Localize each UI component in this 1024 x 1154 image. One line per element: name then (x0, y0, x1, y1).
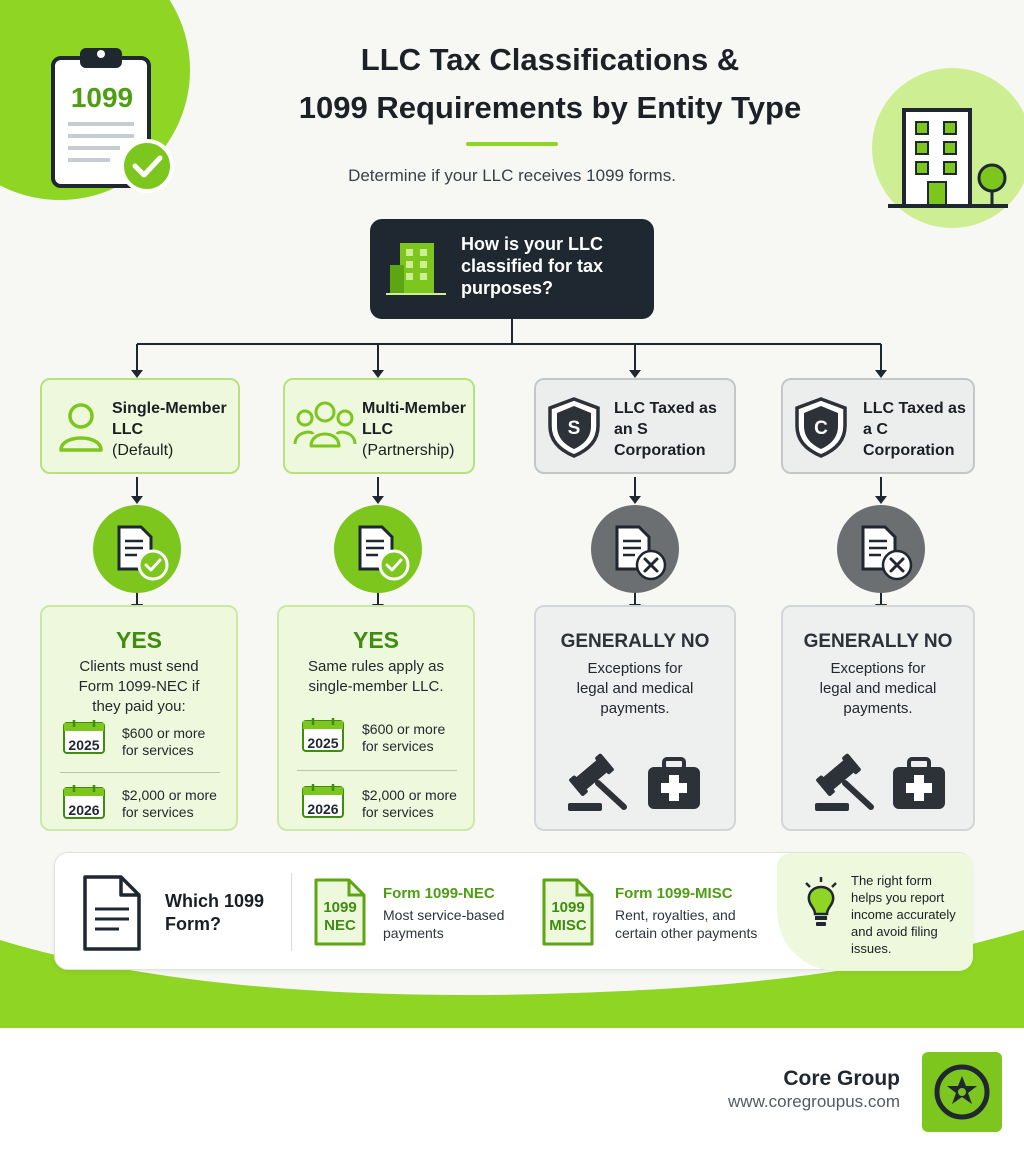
result-description-line-1: Exceptions for (830, 660, 926, 677)
brand-url[interactable]: www.coregroupus.com (728, 1092, 900, 1111)
status-circle-no (591, 505, 679, 593)
threshold-amount: $600 or more (122, 725, 206, 741)
shield-badge-letter: S (567, 418, 581, 439)
form-icon-type: NEC (324, 917, 356, 934)
category-label (614, 398, 717, 461)
threshold-scope: for services (122, 804, 194, 820)
category-llc-s-corporation (534, 378, 736, 474)
which-form-line-2: Form? (165, 914, 221, 934)
tip-line: issues. (851, 941, 892, 956)
gavel-icon (566, 753, 630, 813)
page-title-line-1: LLC Tax Classifications & (360, 42, 740, 77)
tip-line: The right form (851, 873, 932, 888)
document-check-icon (334, 505, 422, 593)
category-subtitle: Corporation (614, 442, 706, 459)
core-group-logo (922, 1052, 1002, 1132)
classification-question-box (370, 219, 654, 319)
divider (291, 873, 292, 951)
category-subtitle: (Default) (112, 442, 174, 459)
status-circle-yes (334, 505, 422, 593)
which-form-line-1: Which 1099 (165, 891, 265, 911)
category-label (112, 398, 227, 461)
document-x-icon (591, 505, 679, 593)
category-single-member-llc (40, 378, 240, 474)
result-description-line-3: payments. (600, 700, 670, 717)
question-line-2: classified for tax (461, 256, 604, 276)
document-icon (81, 873, 143, 953)
threshold-text (122, 725, 205, 759)
category-name-line-1: Single-Member (112, 400, 227, 417)
clipboard-1099-label: 1099 (70, 82, 134, 113)
threshold-scope: for services (122, 742, 194, 758)
category-name-line-2: a C (863, 421, 888, 438)
brand-logo-icon (922, 1052, 1002, 1132)
result-description-line-1: Same rules apply as (308, 658, 444, 675)
calendar-year: 2026 (307, 801, 339, 817)
category-subtitle: Corporation (863, 442, 955, 459)
question-line-1: How is your LLC (461, 234, 604, 254)
shield-c-icon (793, 396, 849, 458)
threshold-amount: $2,000 or more (122, 787, 217, 803)
result-card-multi-member (277, 605, 475, 831)
form-1099-misc-info (615, 885, 757, 942)
category-name-line-2: an S (614, 421, 648, 438)
document-x-icon (837, 505, 925, 593)
result-description-line-1: Clients must send (79, 658, 199, 675)
form-icon-label (313, 899, 367, 935)
form-icon-type: MISC (549, 917, 587, 934)
result-description-line-2: Form 1099-NEC if (78, 678, 200, 695)
building-icon (386, 237, 446, 301)
result-description (783, 659, 973, 719)
divider (297, 770, 457, 771)
tip-line: income accurately (851, 907, 956, 922)
which-form-panel (54, 852, 972, 970)
verdict-generally-no: GENERALLY NO (560, 631, 710, 652)
footer-background (0, 1028, 1024, 1154)
form-description-line-2: payments (383, 925, 444, 941)
category-llc-c-corporation (781, 378, 975, 474)
result-card-single-member (40, 605, 238, 831)
category-multi-member-llc (283, 378, 475, 474)
category-name-line-1: LLC Taxed as (614, 400, 717, 417)
threshold-amount: $600 or more (362, 721, 446, 737)
result-description-line-3: they paid you: (92, 698, 186, 715)
calendar-year: 2026 (68, 802, 100, 818)
verdict-yes: YES (115, 627, 163, 653)
calendar-year: 2025 (68, 737, 100, 753)
category-name-line-2: LLC (112, 421, 144, 438)
tip-line: and avoid filing (851, 924, 938, 939)
which-form-question (165, 890, 285, 936)
form-icon-number: 1099 (323, 899, 357, 916)
verdict-generally-no: GENERALLY NO (803, 631, 953, 652)
form-title: Form 1099-NEC (383, 885, 495, 902)
result-description (42, 657, 236, 717)
tip-line: helps you report (851, 890, 945, 905)
form-1099-nec-info (383, 885, 504, 942)
threshold-text (362, 721, 445, 755)
page-title-line-2: 1099 Requirements by Entity Type (298, 90, 802, 125)
status-circle-yes (93, 505, 181, 593)
result-card-c-corporation (781, 605, 975, 831)
document-check-icon (93, 505, 181, 593)
result-description-line-2: legal and medical (819, 680, 937, 697)
result-description-line-2: single-member LLC. (308, 678, 444, 695)
category-name-line-1: LLC Taxed as (863, 400, 966, 417)
status-circle-no (837, 505, 925, 593)
verdict-yes: YES (352, 627, 400, 653)
divider (60, 772, 220, 773)
classification-question (461, 233, 646, 299)
user-icon (56, 400, 106, 454)
threshold-scope: for services (362, 804, 434, 820)
shield-s-icon (546, 396, 602, 458)
form-title: Form 1099-MISC (615, 885, 733, 902)
form-description-line-1: Most service-based (383, 907, 505, 923)
result-description-line-2: legal and medical (576, 680, 694, 697)
tip-text (851, 872, 969, 957)
result-description (279, 657, 473, 697)
form-description-line-1: Rent, royalties, and (615, 907, 736, 923)
users-icon (293, 400, 357, 450)
threshold-amount: $2,000 or more (362, 787, 457, 803)
shield-badge-letter: C (814, 418, 828, 439)
result-card-s-corporation (534, 605, 736, 831)
result-description (536, 659, 734, 719)
threshold-scope: for services (362, 738, 434, 754)
question-line-3: purposes? (461, 278, 554, 298)
form-icon-number: 1099 (551, 899, 585, 916)
result-description-line-1: Exceptions for (587, 660, 683, 677)
threshold-text (362, 787, 457, 821)
gavel-icon (813, 753, 877, 813)
form-description-line-2: certain other payments (615, 925, 758, 941)
medical-kit-icon (646, 755, 702, 811)
category-label (863, 398, 966, 461)
category-subtitle: (Partnership) (362, 442, 455, 459)
calendar-year: 2025 (307, 735, 339, 751)
result-description-line-3: payments. (843, 700, 913, 717)
medical-kit-icon (891, 755, 947, 811)
category-name-line-1: Multi-Member (362, 400, 466, 417)
category-name-line-2: LLC (362, 421, 394, 438)
brand-name: Core Group (783, 1067, 900, 1090)
lightbulb-icon (803, 877, 839, 929)
page-subtitle: Determine if your LLC receives 1099 forms. (348, 166, 676, 185)
threshold-text (122, 787, 217, 821)
form-icon-label (541, 899, 595, 935)
category-label (362, 398, 466, 461)
